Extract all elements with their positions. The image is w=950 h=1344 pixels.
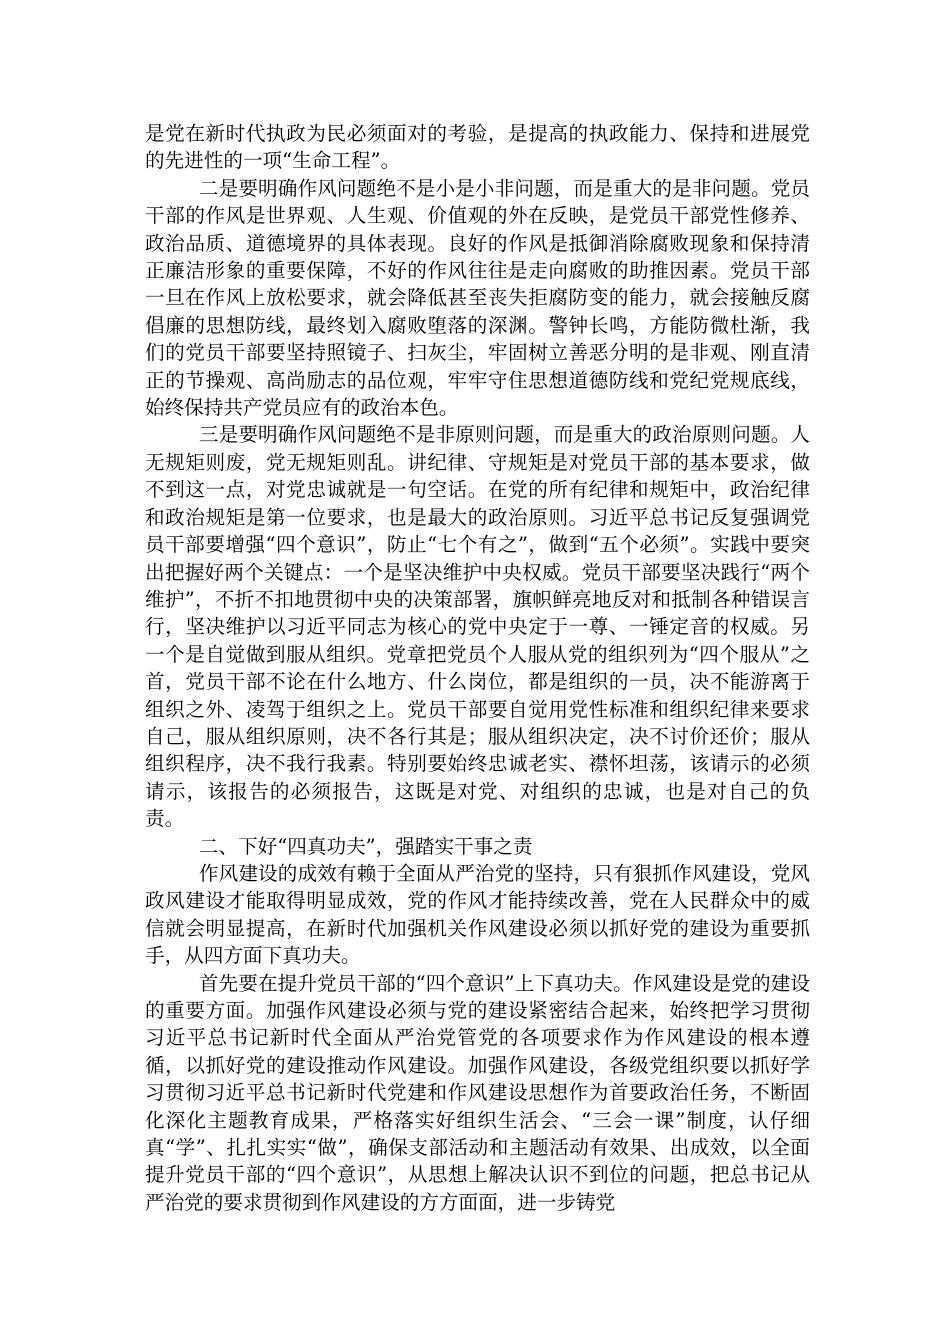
paragraph-second-point: 二是要明确作风问题绝不是小是小非问题，而是重大的是非问题。党员干部的作风是世界观、人生观、价值观的外在反映，是党员干部党性修养、政治品质、道德境界的具体表现。良好的作风是抵御消除腐败现象和保持清正廉洁形象的重要保障，不好的作风往往是走向腐败的助推因素。党员干部一旦在作风上放松要求，就会降低甚至丧失拒腐防变的能力，就会接触反腐倡廉的思想防线，最终划入腐败堕落的深渊。警钟长鸣，方能防微杜渐，我们的党员干部要坚持照镜子、扫灰尘，牢固树立善恶分明的是非观、刚直清正的节操观、高尚励志的品位观，牢牢守住思想道德防线和党纪党规底线，始终保持共产党员应有的政治本色。 bbox=[145, 176, 810, 420]
document-body bbox=[145, 120, 810, 1216]
paragraph-section-intro: 作风建设的成效有赖于全面从严治党的坚持，只有狠抓作风建设，党风政风建设才能取得明显成效，党的作风才能持续改善，党在人民群众中的威信就会明显提高，在新时代加强机关作风建设必须以抓好党的建设为重要抓手，从四方面下真功夫。 bbox=[145, 861, 810, 968]
paragraph-first-effort: 首先要在提升党员干部的“四个意识”上下真功夫。作风建设是党的建设的重要方面。加强作风建设必须与党的建设紧密结合起来，始终把学习贯彻习近平总书记新时代全面从严治党管党的各项要求作为作风建设的根本遵循，以抓好党的建设推动作风建设。加强作风建设，各级党组织要以抓好学习贯彻习近平总书记新时代党建和作风建设思想作为首要政治任务，不断固化深化主题教育成果，严格落实好组织生活会、“三会一课”制度，认仔细真“学”、扎扎实实“做”，确保支部活动和主题活动有效果、出成效，以全面提升党员干部的“四个意识”，从思想上解决认识不到位的问题，把总书记从严治党的要求贯彻到作风建设的方方面面，进一步铸党 bbox=[145, 971, 810, 1214]
paragraph-third-point: 三是要明确作风问题绝不是非原则问题，而是重大的政治原则问题。人无规矩则废，党无规矩则乱。讲纪律、守规矩是对党员干部的基本要求，做不到这一点，对党忠诚就是一句空话。在党的所有纪律和规矩中，政治纪律和政治规矩是第一位要求，也是最大的政治原则。习近平总书记反复强调党员干部要增强“四个意识”，防止“七个有之”，做到“五个必须”。实践中要突出把握好两个关键点：一个是坚决维护中央权威。党员干部要坚决践行“两个维护”，不折不扣地贯彻中央的决策部署，旗帜鲜亮地反对和抵制各种错误言行，坚决维护以习近平同志为核心的党中央定于一尊、一锤定音的权威。另一个是自觉做到服从组织。党章把党员个人服从党的组织列为“四个服从”之首，党员干部不论在什么地方、什么岗位，都是组织的一员，决不能游离于组织之外、凌驾于组织之上。党员干部要自觉用党性标准和组织纪律来要求自己，服从组织原则，决不各行其是；服从组织决定，决不讨价还价；服从组织程序，决不我行我素。特别要始终忠诚老实、襟怀坦荡，该请示的必须请示，该报告的必须报告，这既是对党、对组织的忠诚，也是对自己的负责。 bbox=[145, 423, 810, 831]
section-heading: 二、下好“四真功夫”，强踏实干事之责 bbox=[198, 834, 533, 858]
paragraph-continuation: 是党在新时代执政为民必须面对的考验，是提高的执政能力、保持和进展党的先进性的一项“生命工程”。 bbox=[145, 122, 810, 173]
